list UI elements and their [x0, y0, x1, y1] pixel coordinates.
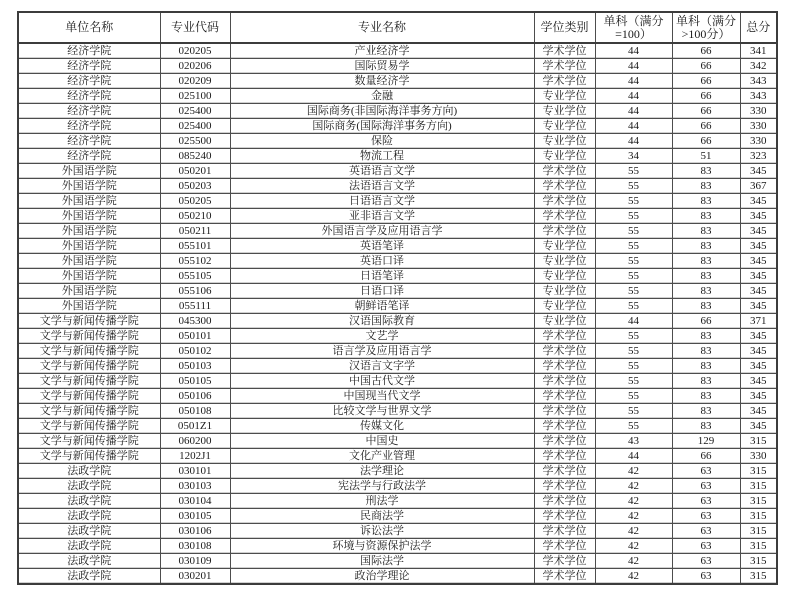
cell-unit-name: 文学与新闻传播学院 — [18, 404, 160, 419]
cell-unit-name: 经济学院 — [18, 119, 160, 134]
cell-single-subject-100: 34 — [595, 149, 672, 164]
cell-unit-name: 外国语学院 — [18, 194, 160, 209]
cell-major-code: 060200 — [160, 434, 230, 449]
cell-major-name: 日语笔译 — [230, 269, 534, 284]
cell-major-code: 1202J1 — [160, 449, 230, 464]
cell-single-subject-100: 44 — [595, 449, 672, 464]
cell-degree-type: 学术学位 — [534, 59, 595, 74]
cell-single-subject-over-100: 66 — [672, 104, 740, 119]
cell-unit-name: 文学与新闻传播学院 — [18, 434, 160, 449]
cell-major-name: 刑法学 — [230, 494, 534, 509]
cell-single-subject-over-100: 83 — [672, 344, 740, 359]
cell-total-score: 330 — [740, 449, 777, 464]
cell-total-score: 345 — [740, 194, 777, 209]
cell-degree-type: 学术学位 — [534, 224, 595, 239]
table-row — [18, 344, 777, 359]
cell-major-code: 050108 — [160, 404, 230, 419]
cell-total-score: 343 — [740, 74, 777, 89]
cell-single-subject-100: 42 — [595, 569, 672, 585]
table-row — [18, 239, 777, 254]
cell-major-name: 国际商务(国际海洋事务方向) — [230, 119, 534, 134]
cell-degree-type: 学术学位 — [534, 569, 595, 585]
cell-single-subject-100: 55 — [595, 419, 672, 434]
cell-unit-name: 经济学院 — [18, 43, 160, 59]
cell-degree-type: 专业学位 — [534, 119, 595, 134]
cell-single-subject-over-100: 66 — [672, 74, 740, 89]
cell-major-name: 民商法学 — [230, 509, 534, 524]
cell-total-score: 323 — [740, 149, 777, 164]
cell-major-code: 030103 — [160, 479, 230, 494]
cell-unit-name: 法政学院 — [18, 554, 160, 569]
cell-degree-type: 学术学位 — [534, 329, 595, 344]
cell-single-subject-100: 55 — [595, 329, 672, 344]
cell-major-name: 文化产业管理 — [230, 449, 534, 464]
cell-single-subject-100: 55 — [595, 359, 672, 374]
table-body — [18, 43, 777, 584]
cell-degree-type: 学术学位 — [534, 464, 595, 479]
cell-major-name: 英语口译 — [230, 254, 534, 269]
cell-single-subject-over-100: 83 — [672, 299, 740, 314]
table-row — [18, 449, 777, 464]
cell-major-name: 日语口译 — [230, 284, 534, 299]
cell-unit-name: 外国语学院 — [18, 239, 160, 254]
cell-single-subject-100: 55 — [595, 344, 672, 359]
cell-single-subject-100: 55 — [595, 299, 672, 314]
cell-degree-type: 学术学位 — [534, 194, 595, 209]
header-total-score: 总分 — [740, 12, 777, 43]
cell-single-subject-100: 55 — [595, 404, 672, 419]
cell-single-subject-100: 43 — [595, 434, 672, 449]
cell-major-name: 诉讼法学 — [230, 524, 534, 539]
cell-single-subject-over-100: 83 — [672, 404, 740, 419]
cell-major-code: 050201 — [160, 164, 230, 179]
cell-total-score: 315 — [740, 524, 777, 539]
cell-major-code: 050101 — [160, 329, 230, 344]
header-major-code: 专业代码 — [160, 12, 230, 43]
cell-unit-name: 外国语学院 — [18, 254, 160, 269]
cell-major-name: 中国古代文学 — [230, 374, 534, 389]
table-row — [18, 479, 777, 494]
header-single-subject-100: 单科（满分=100） — [595, 12, 672, 43]
cell-major-name: 保险 — [230, 134, 534, 149]
cell-major-name: 中国现当代文学 — [230, 389, 534, 404]
table-row — [18, 179, 777, 194]
cell-single-subject-over-100: 63 — [672, 479, 740, 494]
cell-major-name: 比较文学与世界文学 — [230, 404, 534, 419]
header-degree-type: 学位类别 — [534, 12, 595, 43]
cell-major-name: 国际商务(非国际海洋事务方向) — [230, 104, 534, 119]
cell-major-code: 020209 — [160, 74, 230, 89]
cell-major-code: 025400 — [160, 104, 230, 119]
cell-major-code: 0501Z1 — [160, 419, 230, 434]
cell-single-subject-over-100: 63 — [672, 494, 740, 509]
cell-degree-type: 学术学位 — [534, 179, 595, 194]
cell-single-subject-100: 42 — [595, 479, 672, 494]
cell-major-name: 国际法学 — [230, 554, 534, 569]
cell-total-score: 315 — [740, 539, 777, 554]
cell-major-code: 050103 — [160, 359, 230, 374]
table-row — [18, 554, 777, 569]
cell-major-code: 030104 — [160, 494, 230, 509]
cell-major-name: 环境与资源保护法学 — [230, 539, 534, 554]
table-row — [18, 59, 777, 74]
cell-unit-name: 法政学院 — [18, 509, 160, 524]
table-row — [18, 434, 777, 449]
cell-major-code: 025400 — [160, 119, 230, 134]
cell-single-subject-over-100: 83 — [672, 164, 740, 179]
cell-unit-name: 文学与新闻传播学院 — [18, 374, 160, 389]
cell-single-subject-100: 55 — [595, 389, 672, 404]
cell-major-code: 055102 — [160, 254, 230, 269]
cell-single-subject-100: 44 — [595, 119, 672, 134]
cell-total-score: 371 — [740, 314, 777, 329]
header-major-name: 专业名称 — [230, 12, 534, 43]
table-header-row — [18, 12, 777, 43]
cell-major-name: 文艺学 — [230, 329, 534, 344]
cell-total-score: 315 — [740, 554, 777, 569]
cell-single-subject-100: 55 — [595, 239, 672, 254]
cell-single-subject-100: 55 — [595, 374, 672, 389]
cell-total-score: 345 — [740, 359, 777, 374]
cell-unit-name: 法政学院 — [18, 479, 160, 494]
cell-degree-type: 专业学位 — [534, 149, 595, 164]
cell-single-subject-over-100: 66 — [672, 89, 740, 104]
cell-single-subject-over-100: 83 — [672, 269, 740, 284]
cell-single-subject-over-100: 63 — [672, 569, 740, 585]
cell-single-subject-100: 44 — [595, 89, 672, 104]
cell-total-score: 345 — [740, 164, 777, 179]
cell-unit-name: 经济学院 — [18, 134, 160, 149]
cell-single-subject-over-100: 83 — [672, 209, 740, 224]
cell-major-code: 030109 — [160, 554, 230, 569]
cell-total-score: 315 — [740, 464, 777, 479]
cell-total-score: 345 — [740, 209, 777, 224]
cell-total-score: 345 — [740, 344, 777, 359]
cell-single-subject-over-100: 83 — [672, 254, 740, 269]
cell-unit-name: 经济学院 — [18, 59, 160, 74]
table-row — [18, 89, 777, 104]
cell-degree-type: 学术学位 — [534, 479, 595, 494]
table-row — [18, 314, 777, 329]
cell-major-code: 025100 — [160, 89, 230, 104]
cell-unit-name: 经济学院 — [18, 89, 160, 104]
table-row — [18, 494, 777, 509]
table-row — [18, 43, 777, 59]
cell-unit-name: 文学与新闻传播学院 — [18, 389, 160, 404]
cell-single-subject-100: 42 — [595, 494, 672, 509]
cell-unit-name: 经济学院 — [18, 149, 160, 164]
cell-single-subject-over-100: 63 — [672, 554, 740, 569]
cell-single-subject-over-100: 66 — [672, 449, 740, 464]
cell-total-score: 315 — [740, 479, 777, 494]
cell-major-name: 产业经济学 — [230, 43, 534, 59]
cell-major-name: 日语语言文学 — [230, 194, 534, 209]
table-row — [18, 254, 777, 269]
cell-single-subject-over-100: 83 — [672, 224, 740, 239]
cell-major-code: 050205 — [160, 194, 230, 209]
cell-major-code: 050211 — [160, 224, 230, 239]
cell-major-code: 025500 — [160, 134, 230, 149]
table-row — [18, 224, 777, 239]
cell-major-name: 物流工程 — [230, 149, 534, 164]
cell-major-code: 030106 — [160, 524, 230, 539]
cell-unit-name: 文学与新闻传播学院 — [18, 344, 160, 359]
cell-total-score: 345 — [740, 404, 777, 419]
cell-major-code: 050102 — [160, 344, 230, 359]
cell-degree-type: 专业学位 — [534, 104, 595, 119]
cell-unit-name: 经济学院 — [18, 74, 160, 89]
cell-total-score: 345 — [740, 329, 777, 344]
cell-single-subject-100: 44 — [595, 74, 672, 89]
cell-major-code: 050203 — [160, 179, 230, 194]
cell-total-score: 343 — [740, 89, 777, 104]
cell-total-score: 345 — [740, 419, 777, 434]
table-row — [18, 374, 777, 389]
table-row — [18, 299, 777, 314]
cell-degree-type: 学术学位 — [534, 434, 595, 449]
cell-major-name: 法语语言文学 — [230, 179, 534, 194]
cell-single-subject-100: 55 — [595, 224, 672, 239]
cell-degree-type: 学术学位 — [534, 524, 595, 539]
cell-single-subject-over-100: 66 — [672, 59, 740, 74]
cell-single-subject-over-100: 83 — [672, 359, 740, 374]
cell-single-subject-over-100: 129 — [672, 434, 740, 449]
cell-degree-type: 专业学位 — [534, 254, 595, 269]
table-row — [18, 284, 777, 299]
cell-single-subject-over-100: 63 — [672, 524, 740, 539]
admission-scores-table — [17, 11, 778, 585]
cell-major-name: 英语笔译 — [230, 239, 534, 254]
cell-major-code: 030108 — [160, 539, 230, 554]
cell-unit-name: 外国语学院 — [18, 179, 160, 194]
table-row — [18, 134, 777, 149]
cell-degree-type: 专业学位 — [534, 314, 595, 329]
table-row — [18, 509, 777, 524]
cell-single-subject-over-100: 83 — [672, 194, 740, 209]
cell-major-name: 汉语言文字学 — [230, 359, 534, 374]
cell-major-name: 传媒文化 — [230, 419, 534, 434]
cell-major-name: 亚非语言文学 — [230, 209, 534, 224]
cell-single-subject-100: 55 — [595, 284, 672, 299]
cell-total-score: 345 — [740, 284, 777, 299]
table-row — [18, 194, 777, 209]
cell-unit-name: 文学与新闻传播学院 — [18, 419, 160, 434]
cell-single-subject-over-100: 83 — [672, 179, 740, 194]
cell-single-subject-over-100: 83 — [672, 329, 740, 344]
cell-unit-name: 外国语学院 — [18, 269, 160, 284]
header-single-subject-over-100: 单科（满分>100分） — [672, 12, 740, 43]
cell-major-code: 055111 — [160, 299, 230, 314]
table-row — [18, 149, 777, 164]
cell-major-code: 050210 — [160, 209, 230, 224]
cell-major-name: 国际贸易学 — [230, 59, 534, 74]
cell-unit-name: 外国语学院 — [18, 164, 160, 179]
table-row — [18, 269, 777, 284]
cell-single-subject-100: 42 — [595, 464, 672, 479]
cell-major-name: 宪法学与行政法学 — [230, 479, 534, 494]
cell-major-name: 朝鲜语笔译 — [230, 299, 534, 314]
cell-single-subject-over-100: 66 — [672, 134, 740, 149]
cell-major-code: 030201 — [160, 569, 230, 585]
cell-degree-type: 学术学位 — [534, 539, 595, 554]
cell-degree-type: 专业学位 — [534, 134, 595, 149]
cell-total-score: 315 — [740, 494, 777, 509]
cell-major-code: 050105 — [160, 374, 230, 389]
cell-total-score: 330 — [740, 134, 777, 149]
cell-single-subject-100: 55 — [595, 194, 672, 209]
cell-single-subject-over-100: 66 — [672, 119, 740, 134]
cell-single-subject-over-100: 63 — [672, 464, 740, 479]
table-row — [18, 74, 777, 89]
cell-single-subject-over-100: 63 — [672, 509, 740, 524]
table-row — [18, 419, 777, 434]
cell-total-score: 345 — [740, 269, 777, 284]
cell-degree-type: 学术学位 — [534, 404, 595, 419]
cell-major-code: 055101 — [160, 239, 230, 254]
cell-major-name: 英语语言文学 — [230, 164, 534, 179]
cell-single-subject-100: 55 — [595, 209, 672, 224]
cell-single-subject-over-100: 83 — [672, 284, 740, 299]
table-row — [18, 359, 777, 374]
cell-single-subject-over-100: 83 — [672, 239, 740, 254]
cell-single-subject-100: 44 — [595, 59, 672, 74]
cell-degree-type: 专业学位 — [534, 299, 595, 314]
cell-major-code: 085240 — [160, 149, 230, 164]
cell-single-subject-100: 44 — [595, 43, 672, 59]
cell-major-name: 金融 — [230, 89, 534, 104]
cell-unit-name: 外国语学院 — [18, 284, 160, 299]
cell-single-subject-100: 55 — [595, 269, 672, 284]
cell-degree-type: 学术学位 — [534, 74, 595, 89]
cell-total-score: 342 — [740, 59, 777, 74]
cell-major-name: 政治学理论 — [230, 569, 534, 585]
table-row — [18, 119, 777, 134]
cell-major-name: 外国语言学及应用语言学 — [230, 224, 534, 239]
table-row — [18, 464, 777, 479]
cell-total-score: 330 — [740, 104, 777, 119]
cell-single-subject-over-100: 63 — [672, 539, 740, 554]
cell-degree-type: 学术学位 — [534, 389, 595, 404]
cell-degree-type: 学术学位 — [534, 554, 595, 569]
cell-total-score: 315 — [740, 509, 777, 524]
cell-degree-type: 学术学位 — [534, 374, 595, 389]
cell-degree-type: 学术学位 — [534, 164, 595, 179]
cell-total-score: 367 — [740, 179, 777, 194]
cell-degree-type: 专业学位 — [534, 239, 595, 254]
table-row — [18, 164, 777, 179]
cell-major-name: 数量经济学 — [230, 74, 534, 89]
cell-single-subject-100: 42 — [595, 539, 672, 554]
cell-major-code: 030105 — [160, 509, 230, 524]
cell-degree-type: 学术学位 — [534, 509, 595, 524]
cell-single-subject-100: 44 — [595, 314, 672, 329]
cell-degree-type: 专业学位 — [534, 269, 595, 284]
cell-degree-type: 专业学位 — [534, 89, 595, 104]
cell-unit-name: 经济学院 — [18, 104, 160, 119]
cell-total-score: 345 — [740, 224, 777, 239]
cell-total-score: 345 — [740, 374, 777, 389]
cell-single-subject-100: 44 — [595, 134, 672, 149]
table-row — [18, 569, 777, 585]
cell-unit-name: 法政学院 — [18, 539, 160, 554]
cell-unit-name: 外国语学院 — [18, 224, 160, 239]
header-unit-name: 单位名称 — [18, 12, 160, 43]
cell-total-score: 345 — [740, 299, 777, 314]
cell-major-code: 055106 — [160, 284, 230, 299]
cell-single-subject-over-100: 83 — [672, 389, 740, 404]
cell-major-code: 030101 — [160, 464, 230, 479]
cell-major-name: 汉语国际教育 — [230, 314, 534, 329]
cell-unit-name: 法政学院 — [18, 494, 160, 509]
cell-single-subject-100: 55 — [595, 254, 672, 269]
cell-major-name: 中国史 — [230, 434, 534, 449]
cell-degree-type: 学术学位 — [534, 494, 595, 509]
cell-major-name: 语言学及应用语言学 — [230, 344, 534, 359]
cell-total-score: 345 — [740, 254, 777, 269]
cell-degree-type: 学术学位 — [534, 359, 595, 374]
cell-unit-name: 外国语学院 — [18, 299, 160, 314]
cell-unit-name: 法政学院 — [18, 524, 160, 539]
cell-degree-type: 学术学位 — [534, 43, 595, 59]
cell-major-code: 020206 — [160, 59, 230, 74]
cell-unit-name: 法政学院 — [18, 569, 160, 585]
cell-single-subject-over-100: 83 — [672, 374, 740, 389]
cell-single-subject-100: 44 — [595, 104, 672, 119]
cell-single-subject-100: 55 — [595, 164, 672, 179]
cell-total-score: 345 — [740, 239, 777, 254]
cell-unit-name: 外国语学院 — [18, 209, 160, 224]
cell-degree-type: 学术学位 — [534, 419, 595, 434]
cell-unit-name: 文学与新闻传播学院 — [18, 329, 160, 344]
cell-unit-name: 文学与新闻传播学院 — [18, 449, 160, 464]
cell-major-name: 法学理论 — [230, 464, 534, 479]
cell-single-subject-over-100: 66 — [672, 314, 740, 329]
table-row — [18, 389, 777, 404]
table-row — [18, 209, 777, 224]
table-row — [18, 329, 777, 344]
table-row — [18, 404, 777, 419]
cell-total-score: 315 — [740, 569, 777, 585]
cell-unit-name: 法政学院 — [18, 464, 160, 479]
cell-total-score: 345 — [740, 389, 777, 404]
cell-degree-type: 学术学位 — [534, 344, 595, 359]
table-row — [18, 104, 777, 119]
table-row — [18, 524, 777, 539]
cell-single-subject-100: 42 — [595, 509, 672, 524]
cell-unit-name: 文学与新闻传播学院 — [18, 314, 160, 329]
cell-major-code: 045300 — [160, 314, 230, 329]
table-row — [18, 539, 777, 554]
cell-total-score: 315 — [740, 434, 777, 449]
cell-single-subject-over-100: 66 — [672, 43, 740, 59]
cell-degree-type: 学术学位 — [534, 209, 595, 224]
cell-major-code: 055105 — [160, 269, 230, 284]
cell-total-score: 341 — [740, 43, 777, 59]
cell-single-subject-100: 42 — [595, 524, 672, 539]
cell-major-code: 020205 — [160, 43, 230, 59]
cell-single-subject-over-100: 83 — [672, 419, 740, 434]
cell-major-code: 050106 — [160, 389, 230, 404]
cell-degree-type: 专业学位 — [534, 284, 595, 299]
cell-degree-type: 学术学位 — [534, 449, 595, 464]
cell-total-score: 330 — [740, 119, 777, 134]
cell-unit-name: 文学与新闻传播学院 — [18, 359, 160, 374]
cell-single-subject-100: 42 — [595, 554, 672, 569]
cell-single-subject-over-100: 51 — [672, 149, 740, 164]
cell-single-subject-100: 55 — [595, 179, 672, 194]
